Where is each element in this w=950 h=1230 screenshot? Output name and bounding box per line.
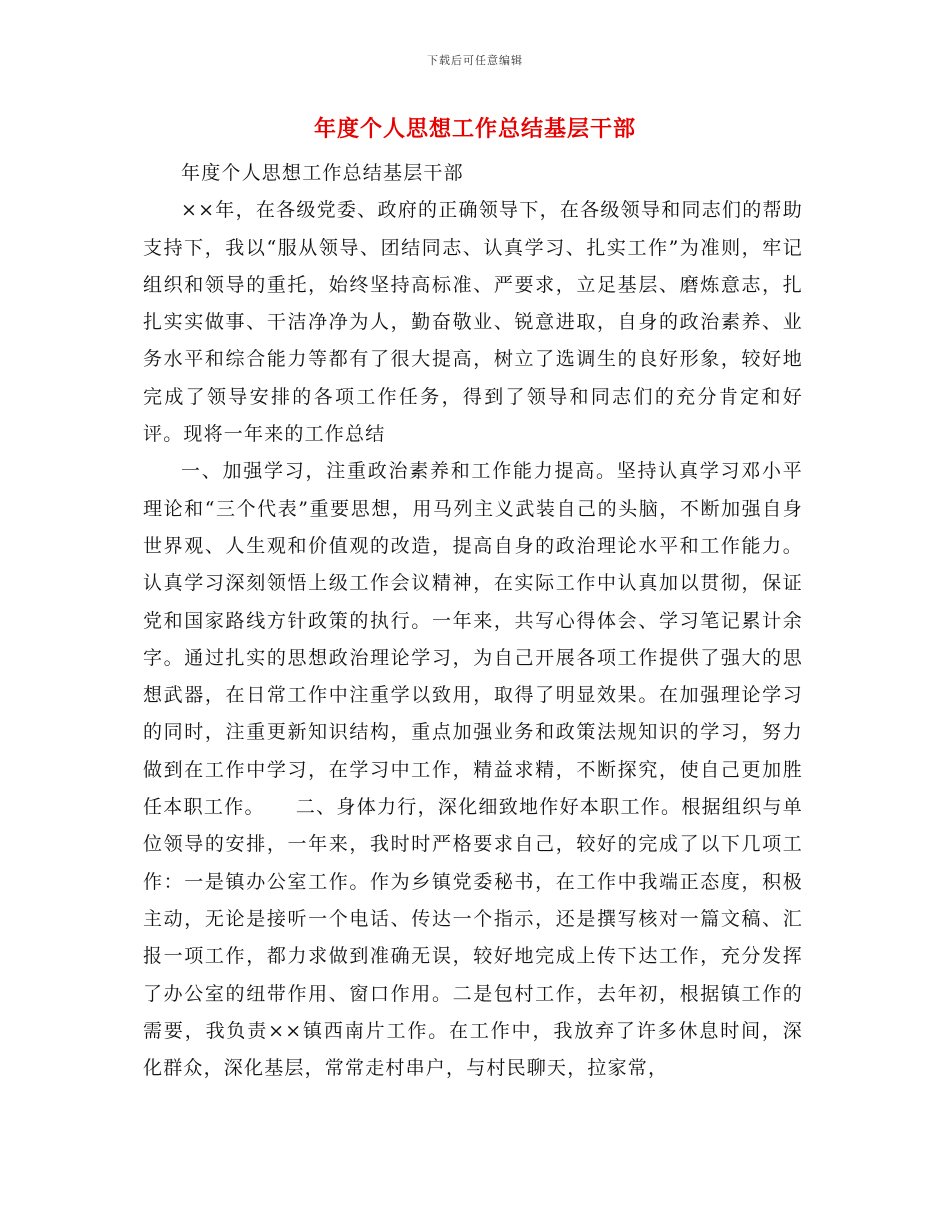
paragraph-section-one: 一、加强学习，注重政治素养和工作能力提高。坚持认真学习邓小平理论和“三个代表”重要思想，用马列主义武装自己的头脑，不断加强自身世界观、人生观和价值观的改造，提高自身的政治理论水平和工作能力。认真学习深刻领悟上级工作会议精神，在实际工作中认真加以贯彻，保证党和国家路线方针政策的执行。一年来，共写心得体会、学习笔记累计余字。通过扎实的思想政治理论学习，为自己开展各项工作提供了强大的思想武器，在日常工作中注重学以致用，取得了明显效果。在加强理论学习的同时，注重更新知识结构，重点加强业务和政策法规知识的学习，努力做到在工作中学习，在学习中工作，精益求精，不断探究，使自己更加胜任本职工作。 二、身体力行，深化细致地作好本职工作。根据组织与单位领导的安排，一年来，我时时严格要求自己，较好的完成了以下几项工作：一是镇办公室工作。作为乡镇党委秘书，在工作中我端正态度，积极主动，无论是接听一个电话、传达一个指示，还是撰写核对一篇文稿、汇报一项工作，都力求做到准确无误，较好地完成上传下达工作，充分发挥了办公室的纽带作用、窗口作用。二是包村工作，去年初，根据镇工作的需要，我负责××镇西南片工作。在工作中，我放弃了许多休息时间，深化群众，深化基层，常常走村串户，与村民聊天，拉家常， bbox=[143, 460, 803, 1080]
document-subtitle: 年度个人思想工作总结基层干部 bbox=[181, 162, 464, 184]
document-body bbox=[143, 155, 803, 1087]
document-title: 年度个人思想工作总结基层干部 bbox=[313, 117, 636, 142]
paragraph-intro: ××年，在各级党委、政府的正确领导下，在各级领导和同志们的帮助支持下，我以“服从领导、团结同志、认真学习、扎实工作”为准则，牢记组织和领导的重托，始终坚持高标准、严要求，立足基层、磨炼意志，扎扎实实做事、干洁净净为人，勤奋敬业、锐意进取，自身的政治素养、业务水平和综合能力等都有了很大提高，树立了选调生的良好形象，较好地完成了领导安排的各项工作任务，得到了领导和同志们的充分肯定和好评。现将一年来的工作总结 bbox=[143, 199, 803, 446]
header-note: 下载后可任意编辑 bbox=[427, 54, 523, 67]
